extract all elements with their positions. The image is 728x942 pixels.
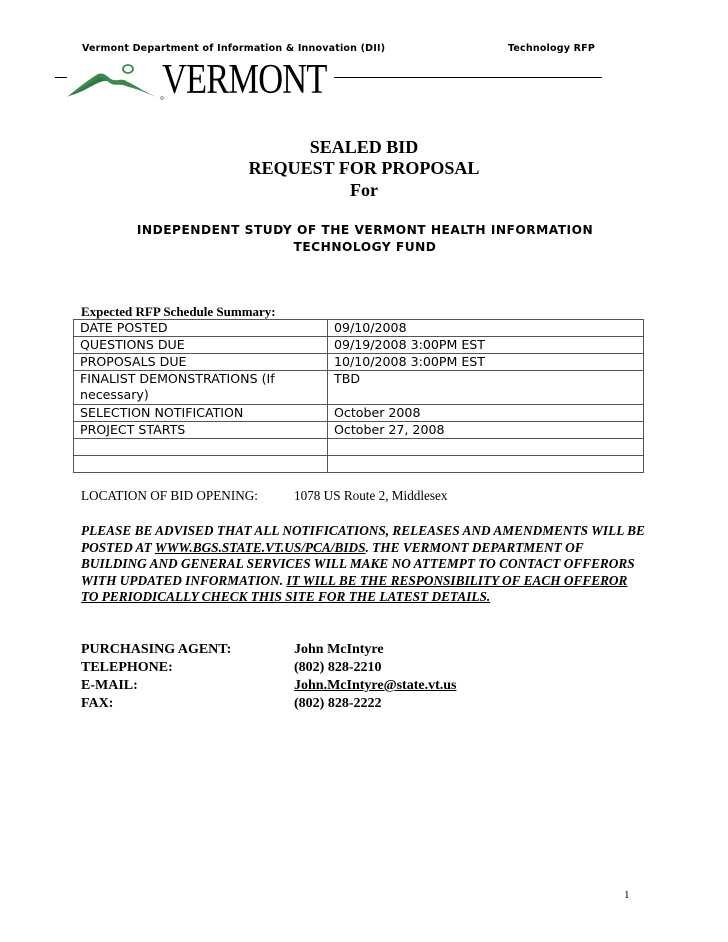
vermont-logo-wordmark: VERMONT [162,57,327,103]
bid-location-label: LOCATION OF BID OPENING: [81,488,258,503]
schedule-event: PROPOSALS DUE [74,354,328,371]
table-row [74,354,644,371]
schedule-event [74,456,328,473]
schedule-event: FINALIST DEMONSTRATIONS (If necessary) [74,371,328,405]
bids-website-link[interactable]: WWW.BGS.STATE.VT.US/PCA/BIDS [154,539,366,555]
email-label: E-MAIL: [81,678,138,693]
table-row [74,405,644,422]
table-row [74,337,644,354]
vermont-mountain-logo-icon [66,60,164,100]
schedule-event: PROJECT STARTS [74,422,328,439]
table-row [74,422,644,439]
schedule-event [74,439,328,456]
bid-location [81,488,448,504]
notice-text-part1: PLEASE BE ADVISED THAT ALL NOTIFICATIONS, RELEASES AND AMENDMENTS WILL BE POSTED AT [81,523,645,555]
page-number: 1 [624,889,630,901]
project-title-line1: INDEPENDENT STUDY OF THE VERMONT HEALTH INFORMATION [136,223,594,237]
agent-label: PURCHASING AGENT: [81,642,232,657]
schedule-event: SELECTION NOTIFICATION [74,405,328,422]
notice-text-part2: . THE VERMONT DEPARTMENT OF BUILDING AND GENERAL SERVICES WILL MAKE NO ATTEMPT TO CONTACT OFFERORS WITH UPDATED INFORMATION. [81,539,635,588]
schedule-date: 10/10/2008 3:00PM EST [328,354,644,371]
email-link[interactable]: John.McIntyre@state.vt.us [294,678,457,693]
schedule-date: 09/10/2008 [328,320,644,337]
fax-label: FAX: [81,696,114,711]
fax-value: (802) 828-2222 [294,696,382,711]
bid-location-value: 1078 US Route 2, Middlesex [294,488,448,503]
header-department: Vermont Department of Information & Innovation (DII) [82,43,386,54]
table-row [74,439,644,456]
doc-title-line3: For [350,180,378,200]
table-row [74,320,644,337]
schedule-event: DATE POSTED [74,320,328,337]
table-row [74,371,644,405]
notice-emphasis: IT WILL BE THE RESPONSIBILITY OF EACH OFFEROR TO PERIODICALLY CHECK THIS SITE FOR THE LATEST DETAILS [81,572,628,605]
header-doc-type: Technology RFP [508,43,595,54]
agent-value: John McIntyre [294,642,384,657]
phone-value: (802) 828-2210 [294,660,382,675]
schedule-date [328,439,644,456]
doc-title-line2: REQUEST FOR PROPOSAL [248,158,480,178]
schedule-event: QUESTIONS DUE [74,337,328,354]
schedule-date: TBD [328,371,644,405]
schedule-date: 09/19/2008 3:00PM EST [328,337,644,354]
advisory-notice: PLEASE BE ADVISED THAT ALL NOTIFICATIONS, RELEASES AND AMENDMENTS WILL BE POSTED AT WWW.BGS.STATE.VT.US/PCA/BIDS. THE VERMONT DEPARTMENT OF BUILDING AND GENERAL SERVICES WILL MAKE NO ATTEMPT TO CONTACT OFFERORS WITH UPDATED INFORMATION. IT WILL BE THE RESPONSIBILITY OF EACH OFFEROR TO PERIODICALLY CHECK THIS SITE FOR THE LATEST DETAILS. [81,523,645,605]
schedule-table [73,319,644,473]
table-row [74,456,644,473]
phone-label: TELEPHONE: [81,660,173,675]
header-rule-right [334,77,602,78]
schedule-label: Expected RFP Schedule Summary: [81,304,276,319]
schedule-date: October 27, 2008 [328,422,644,439]
doc-title-line1: SEALED BID [309,137,419,157]
schedule-date [328,456,644,473]
project-title-line2: TECHNOLOGY FUND [293,240,437,254]
schedule-date: October 2008 [328,405,644,422]
